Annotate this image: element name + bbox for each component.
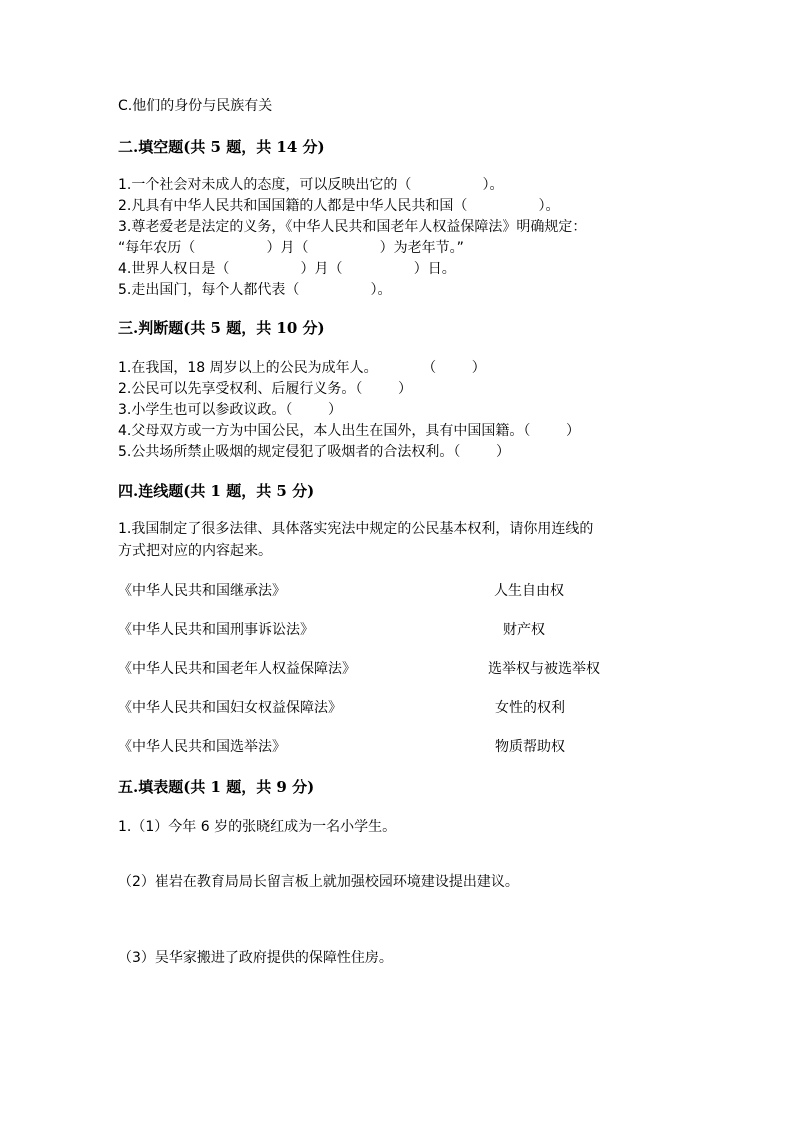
section-heading-true-false: 三.判断题(共 5 题，共 10 分) (118, 319, 325, 337)
fill-blank-item-4: 4.世界人权日是（ ）月（ ）日。 (118, 261, 456, 277)
option-c: C.他们的身份与民族有关 (118, 98, 273, 114)
matching-left-item-2: 《中华人民共和国刑事诉讼法》 (118, 622, 314, 638)
matching-right-item-4: 女性的权利 (495, 700, 565, 716)
matching-left-item-3: 《中华人民共和国老年人权益保障法》 (118, 661, 356, 677)
section-heading-fill-blank: 二.填空题(共 5 题，共 14 分) (118, 138, 325, 156)
matching-right-item-5: 物质帮助权 (495, 739, 565, 755)
matching-intro-line-1: 1.我国制定了很多法律、具体落实宪法中规定的公民基本权利，请你用连线的 (118, 521, 594, 537)
true-false-item-1: 1.在我国，18 周岁以上的公民为成年人。 （ ） (118, 360, 486, 376)
matching-right-item-3: 选举权与被选举权 (488, 661, 600, 677)
true-false-item-2: 2.公民可以先享受权利、后履行义务。（ ） (118, 381, 412, 397)
table-fill-item-2: （2）崔岩在教育局局长留言板上就加强校园环境建设提出建议。 (118, 874, 519, 890)
matching-left-item-5: 《中华人民共和国选举法》 (118, 739, 286, 755)
matching-left-item-4: 《中华人民共和国妇女权益保障法》 (118, 700, 342, 716)
fill-blank-item-5: 5.走出国门，每个人都代表（ ）。 (118, 282, 392, 298)
matching-left-item-1: 《中华人民共和国继承法》 (118, 583, 286, 599)
fill-blank-item-2: 2.凡具有中华人民共和国国籍的人都是中华人民共和国（ ）。 (118, 198, 560, 214)
matching-right-item-2: 财产权 (503, 622, 545, 638)
table-fill-item-1: 1.（1）今年 6 岁的张晓红成为一名小学生。 (118, 819, 397, 835)
fill-blank-item-1: 1.一个社会对未成人的态度，可以反映出它的（ ）。 (118, 177, 504, 193)
fill-blank-item-3-cont: “每年农历（ ）月（ ）为老年节。” (118, 240, 464, 256)
true-false-item-4: 4.父母双方或一方为中国公民，本人出生在国外，具有中国国籍。（ ） (118, 423, 580, 439)
true-false-item-3: 3.小学生也可以参政议政。（ ） (118, 402, 342, 418)
matching-intro-line-2: 方式把对应的内容起来。 (118, 543, 272, 559)
fill-blank-item-3: 3.尊老爱老是法定的义务，《中华人民共和国老年人权益保障法》明确规定： (118, 219, 587, 235)
table-fill-item-3: （3）吴华家搬进了政府提供的保障性住房。 (118, 950, 393, 966)
matching-right-item-1: 人生自由权 (494, 583, 564, 599)
section-heading-table-fill: 五.填表题(共 1 题，共 9 分) (118, 778, 315, 796)
true-false-item-5: 5.公共场所禁止吸烟的规定侵犯了吸烟者的合法权利。（ ） (118, 444, 510, 460)
section-heading-matching: 四.连线题(共 1 题，共 5 分) (118, 482, 315, 500)
